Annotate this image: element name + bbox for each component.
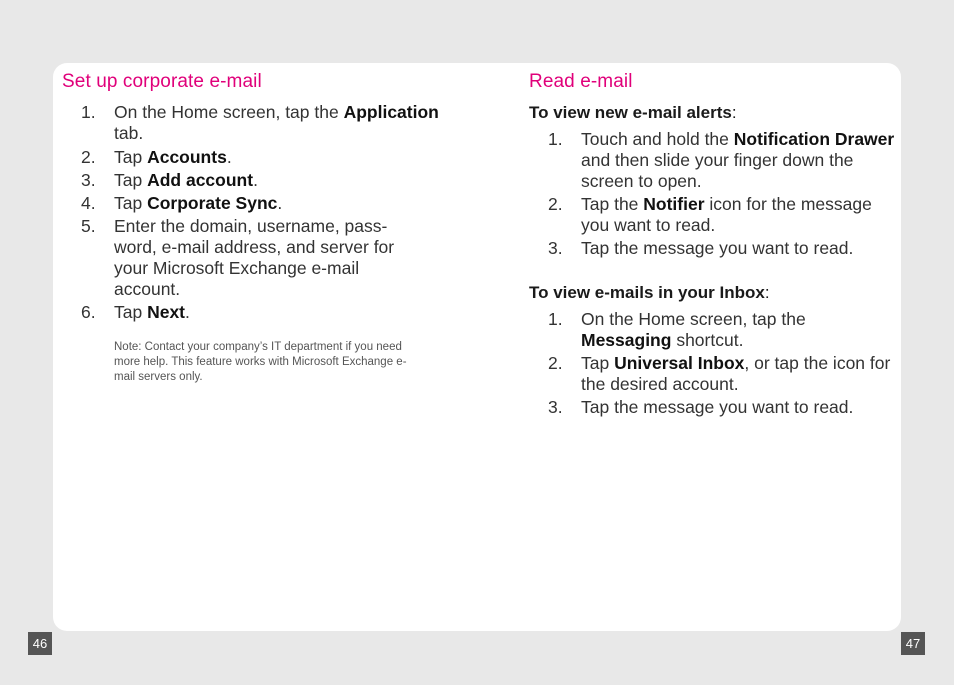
- step-number: 3.: [81, 170, 96, 190]
- step-text: Enter the domain, username, pass-word, e-mail address, and server for your Microsoft Exchange e-mail account.: [114, 216, 395, 299]
- subheading-new-alerts: [529, 103, 901, 123]
- list-item: [529, 397, 901, 418]
- step-text-end: icon for the message you want to read.: [581, 194, 872, 235]
- list-item: [529, 309, 901, 351]
- list-item: [62, 102, 462, 144]
- step-number: 2.: [81, 147, 96, 167]
- step-text: Touch and hold the: [581, 129, 734, 149]
- step-text: On the Home screen, tap the: [114, 102, 344, 122]
- step-text-end: .: [253, 170, 258, 190]
- list-item: [62, 170, 462, 191]
- subheading-title: To view new e-mail alerts: [529, 103, 732, 122]
- step-text-end: and then slide your finger down the screen to open.: [581, 150, 854, 191]
- step-text-end: tab.: [114, 123, 144, 143]
- step-number: 2.: [548, 353, 563, 373]
- step-bold-text: Universal Inbox: [614, 353, 745, 373]
- list-item: [529, 238, 901, 259]
- list-item: [529, 194, 901, 236]
- step-text: Tap: [114, 170, 148, 190]
- list-item: [62, 147, 462, 168]
- step-number: 3.: [548, 397, 563, 417]
- step-bold-text: Next: [147, 302, 186, 322]
- section-heading-corporate-email: Set up corporate e-mail: [62, 71, 262, 92]
- step-bold-text: Application: [343, 102, 439, 122]
- step-bold-text: Accounts: [147, 147, 227, 167]
- corporate-email-steps: [62, 102, 462, 323]
- right-column: [529, 63, 901, 418]
- list-item: [62, 216, 404, 300]
- step-text-end: .: [185, 302, 190, 322]
- step-text: Tap the: [581, 194, 644, 214]
- note-text: Note: Contact your company’s IT department if you need more help. This feature works with Microsoft Exchange e-mail servers only.: [114, 341, 407, 383]
- step-number: 5.: [81, 216, 96, 236]
- step-bold-text: Notification Drawer: [733, 129, 895, 149]
- step-number: 6.: [81, 302, 96, 322]
- step-text-end: .: [277, 193, 283, 213]
- step-number: 4.: [81, 193, 96, 213]
- step-text: Tap: [114, 147, 148, 167]
- subheading-title: To view e-mails in your Inbox: [529, 283, 765, 302]
- left-column: [62, 63, 462, 385]
- page-number-left: 46: [28, 632, 52, 655]
- step-text: Tap the message you want to read.: [581, 238, 854, 258]
- list-item: [529, 129, 901, 192]
- subheading-suffix: :: [731, 103, 737, 122]
- step-bold-text: Notifier: [643, 194, 705, 214]
- page-card: [53, 63, 901, 631]
- step-text: Tap: [581, 353, 615, 373]
- list-item: [62, 302, 462, 323]
- step-text-end: .: [226, 147, 232, 167]
- page-number-right: 47: [901, 632, 925, 655]
- list-item: [62, 193, 462, 214]
- step-number: 1.: [548, 129, 563, 149]
- list-item: [529, 353, 901, 395]
- section-heading-read-email: Read e-mail: [529, 71, 633, 92]
- step-text-end: shortcut.: [671, 330, 744, 350]
- step-text: Tap: [114, 193, 148, 213]
- step-number: 2.: [548, 194, 563, 214]
- step-bold-text: Corporate Sync: [147, 193, 278, 213]
- step-bold-text: Add account: [147, 170, 254, 190]
- step-bold-text: Messaging: [581, 330, 672, 350]
- inbox-steps: [529, 309, 901, 418]
- step-text-end: , or tap the icon for the desired account.: [581, 353, 891, 394]
- step-number: 1.: [81, 102, 96, 122]
- subheading-suffix: :: [764, 283, 770, 302]
- step-number: 3.: [548, 238, 563, 258]
- step-number: 1.: [548, 309, 563, 329]
- new-alerts-steps: [529, 129, 901, 259]
- step-text: On the Home screen, tap the: [581, 309, 806, 329]
- step-text: Tap: [114, 302, 148, 322]
- subheading-inbox: [529, 283, 901, 303]
- step-text: Tap the message you want to read.: [581, 397, 854, 417]
